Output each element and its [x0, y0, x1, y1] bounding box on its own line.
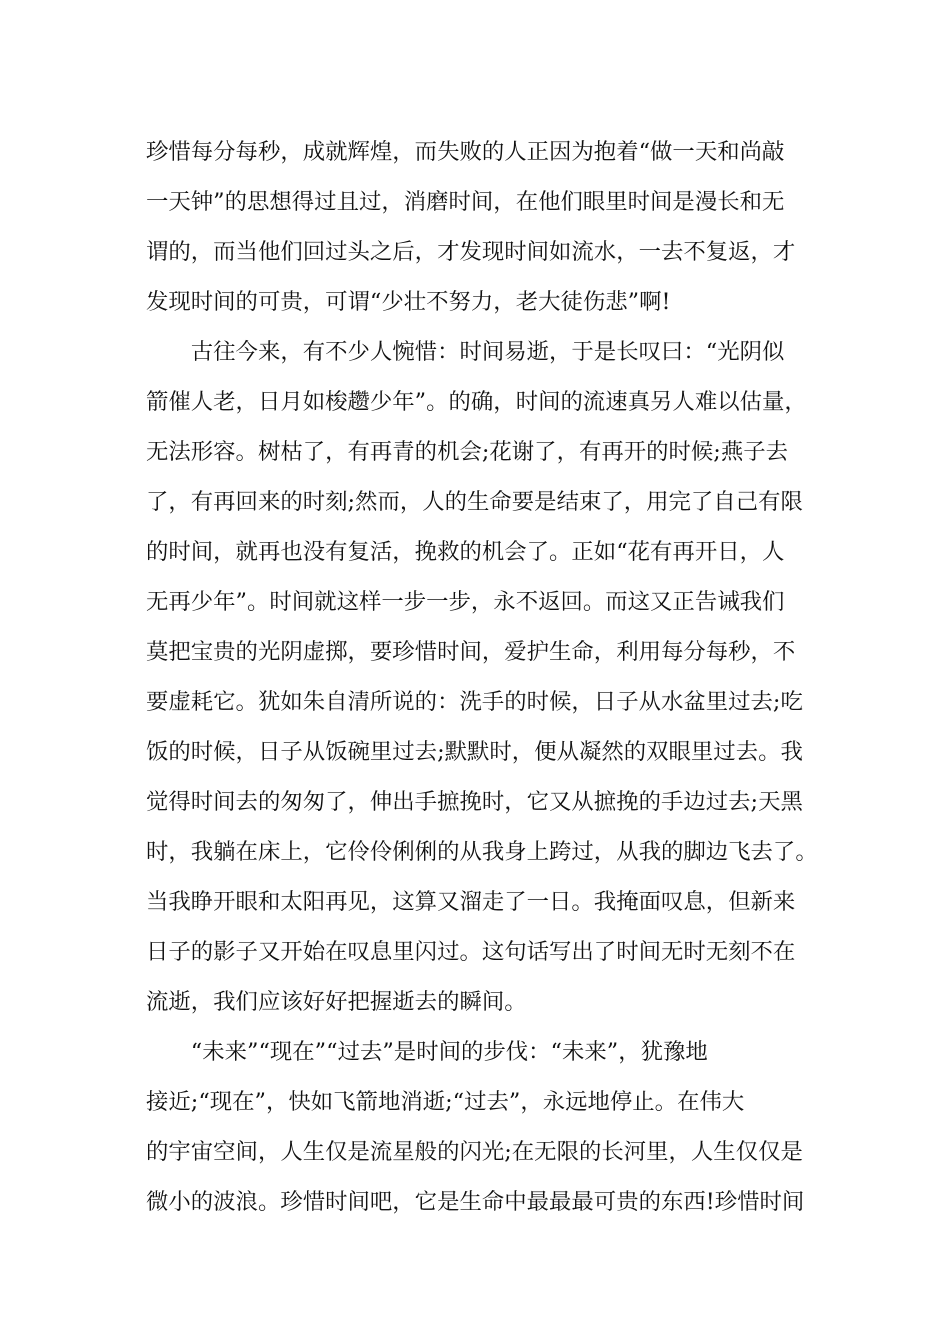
text-line: 微小的波浪。珍惜时间吧，它是生命中最最最可贵的东西!珍惜时间	[146, 1189, 805, 1215]
body-text	[146, 127, 826, 1227]
text-line: 谓的，而当他们回过头之后，才发现时间如流水，一去不复返，才	[146, 239, 796, 265]
text-line: 莫把宝贵的光阴虚掷，要珍惜时间，爱护生命，利用每分每秒，不	[146, 639, 796, 665]
text-line: 古往今来，有不少人惋惜：时间易逝，于是长叹曰：“光阴似	[146, 339, 785, 365]
text-line: 一天钟”的思想得过且过，消磨时间，在他们眼里时间是漫长和无	[146, 189, 785, 215]
text-line: 了，有再回来的时刻;然而，人的生命要是结束了，用完了自己有限	[146, 489, 803, 515]
text-line: 的宇宙空间，人生仅是流星般的闪光;在无限的长河里，人生仅仅是	[146, 1139, 803, 1165]
text-line: 要虚耗它。犹如朱自清所说的：洗手的时候，日子从水盆里过去;吃	[146, 689, 803, 715]
text-line: 的时间，就再也没有复活，挽救的机会了。正如“花有再开日，人	[146, 539, 785, 565]
text-line: 日子的影子又开始在叹息里闪过。这句话写出了时间无时无刻不在	[146, 939, 796, 965]
text-line: 接近;“现在”，快如飞箭地消逝;“过去”，永远地停止。在伟大	[146, 1089, 745, 1115]
text-line: “未来”“现在”“过去”是时间的步伐：“未来”，犹豫地	[146, 1039, 708, 1065]
text-line: 无法形容。树枯了，有再青的机会;花谢了，有再开的时候;燕子去	[146, 439, 789, 465]
text-line: 觉得时间去的匆匆了，伸出手摭挽时，它又从摭挽的手边过去;天黑	[146, 789, 803, 815]
text-line: 时，我躺在床上，它伶伶俐俐的从我身上跨过，从我的脚边飞去了。	[146, 839, 818, 865]
text-line: 当我睁开眼和太阳再见，这算又溜走了一日。我掩面叹息，但新来	[146, 889, 796, 915]
text-line: 无再少年”。时间就这样一步一步，永不返回。而这又正告诫我们	[146, 589, 785, 615]
text-line: 发现时间的可贵，可谓“少壮不努力，老大徒伤悲”啊!	[146, 289, 671, 315]
text-line: 饭的时候，日子从饭碗里过去;默默时，便从凝然的双眼里过去。我	[146, 739, 803, 765]
text-line: 珍惜每分每秒，成就辉煌，而失败的人正因为抱着“做一天和尚敲	[146, 139, 785, 165]
text-line: 流逝，我们应该好好把握逝去的瞬间。	[146, 989, 527, 1015]
text-line: 箭催人老，日月如梭趱少年”。的确，时间的流速真另人难以估量，	[146, 389, 807, 415]
